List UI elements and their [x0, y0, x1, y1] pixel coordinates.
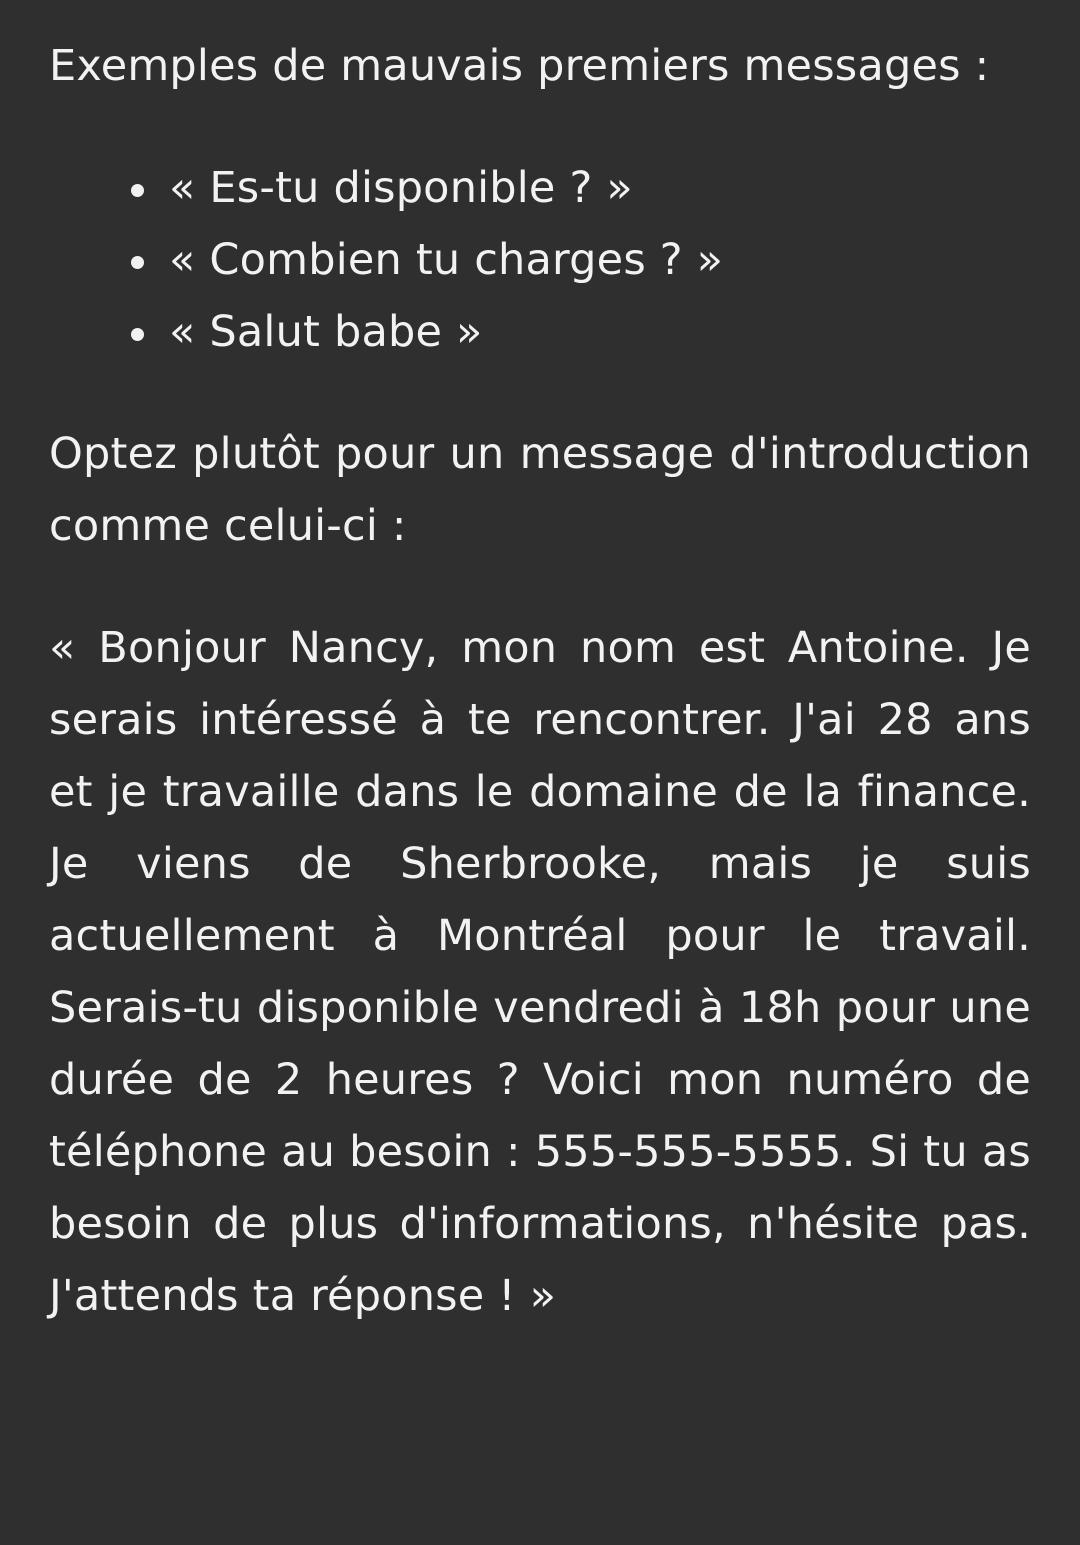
list-item: « Salut babe » — [169, 296, 1031, 368]
list-item: « Combien tu charges ? » — [169, 224, 1031, 296]
example-message: « Bonjour Nancy, mon nom est Antoine. Je serais intéressé à te rencontrer. J'ai 28 ans et je travaille dans le domaine de la finance. Je viens de Sherbrooke, mais je suis actuellement à Montréal pour le travail. Serais-tu disponible vendredi à 18h pour une durée de 2 heures ? Voici mon numéro de téléphone au besoin : 555-555-5555. Si tu as besoin de plus d'informations, n'hésite pas. J'attends ta réponse ! » — [49, 623, 1031, 1321]
list-item: « Es-tu disponible ? » — [169, 152, 1031, 224]
bad-examples-heading: Exemples de mauvais premiers messages : — [49, 41, 990, 91]
alternative-intro: Optez plutôt pour un message d'introduction comme celui-ci : — [49, 429, 1031, 551]
bad-examples-list — [49, 152, 1031, 368]
